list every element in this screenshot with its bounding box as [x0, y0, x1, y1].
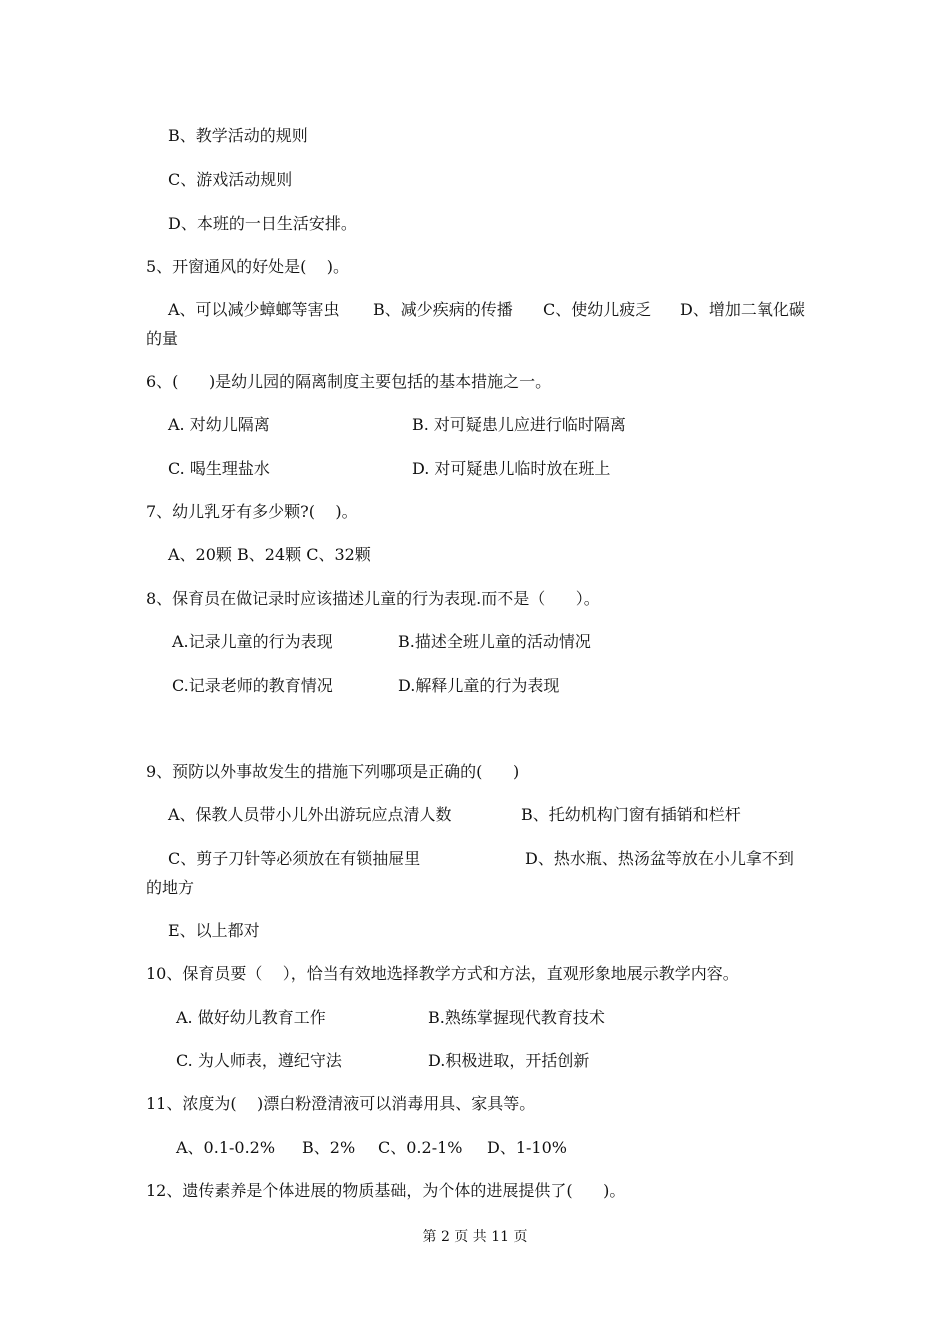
question-9-option-b: B、托幼机构门窗有插销和栏杆: [521, 805, 741, 824]
option-d: D、本班的一日生活安排。: [168, 214, 357, 233]
question-5-option-d-continued: 的量: [146, 329, 179, 348]
question-6-option-d: D. 对可疑患儿临时放在班上: [412, 459, 611, 478]
question-6-option-a: A. 对幼儿隔离: [168, 415, 270, 434]
question-11-stem: 11、浓度为( )漂白粉澄清液可以消毒用具、家具等。: [146, 1094, 536, 1113]
question-8-option-b: B.描述全班儿童的活动情况: [398, 632, 591, 651]
question-11-option-c: C、0.2-1%: [378, 1138, 463, 1157]
option-c: C、游戏活动规则: [168, 170, 293, 189]
question-10-option-d: D.积极进取，开括创新: [428, 1051, 590, 1070]
question-9-option-c: C、剪子刀针等必须放在有锁抽屉里: [168, 849, 421, 868]
question-10-option-b: B.熟练掌握现代教育技术: [428, 1008, 605, 1027]
question-7-options: A、20颗 B、24颗 C、32颗: [168, 545, 371, 564]
question-9-option-a: A、保教人员带小儿外出游玩应点清人数: [168, 805, 452, 824]
question-7-stem: 7、幼儿乳牙有多少颗?( )。: [146, 502, 358, 521]
question-9-option-e: E、以上都对: [168, 921, 260, 940]
question-9-option-d-continued: 的地方: [146, 878, 195, 897]
question-5-option-c: C、使幼儿疲乏: [543, 300, 652, 319]
question-8-option-d: D.解释儿童的行为表现: [398, 676, 560, 695]
question-8-stem: 8、保育员在做记录时应该描述儿童的行为表现.而不是（ ）。: [146, 589, 600, 608]
question-11-option-b: B、2%: [302, 1138, 356, 1157]
question-9-option-d: D、热水瓶、热汤盆等放在小儿拿不到: [525, 849, 794, 868]
page-number: 第 2 页 共 11 页: [422, 1229, 528, 1245]
question-9-stem: 9、预防以外事故发生的措施下列哪项是正确的( ): [146, 762, 520, 781]
question-6-stem: 6、( )是幼儿园的隔离制度主要包括的基本措施之一。: [146, 372, 552, 391]
question-5-stem: 5、开窗通风的好处是( )。: [146, 257, 350, 276]
question-10-option-a: A. 做好幼儿教育工作: [176, 1008, 326, 1027]
question-11-option-d: D、1-10%: [487, 1138, 567, 1157]
question-11-option-a: A、0.1-0.2%: [176, 1138, 276, 1157]
question-5-option-b: B、减少疾病的传播: [373, 300, 513, 319]
question-8-option-a: A.记录儿童的行为表现: [172, 632, 333, 651]
question-6-option-b: B. 对可疑患儿应进行临时隔离: [412, 415, 626, 434]
question-8-option-c: C.记录老师的教育情况: [172, 676, 333, 695]
option-b: B、教学活动的规则: [168, 126, 308, 145]
question-5-option-a: A、可以减少蟑螂等害虫: [168, 300, 340, 319]
question-10-option-c: C. 为人师表，遵纪守法: [176, 1051, 342, 1070]
question-10-stem: 10、保育员要（ ），恰当有效地选择教学方式和方法，直观形象地展示教学内容。: [146, 964, 739, 983]
question-12-stem: 12、遗传素养是个体进展的物质基础，为个体的进展提供了( )。: [146, 1181, 626, 1200]
question-6-option-c: C. 喝生理盐水: [168, 459, 270, 478]
question-5-option-d: D、增加二氧化碳: [680, 300, 805, 319]
